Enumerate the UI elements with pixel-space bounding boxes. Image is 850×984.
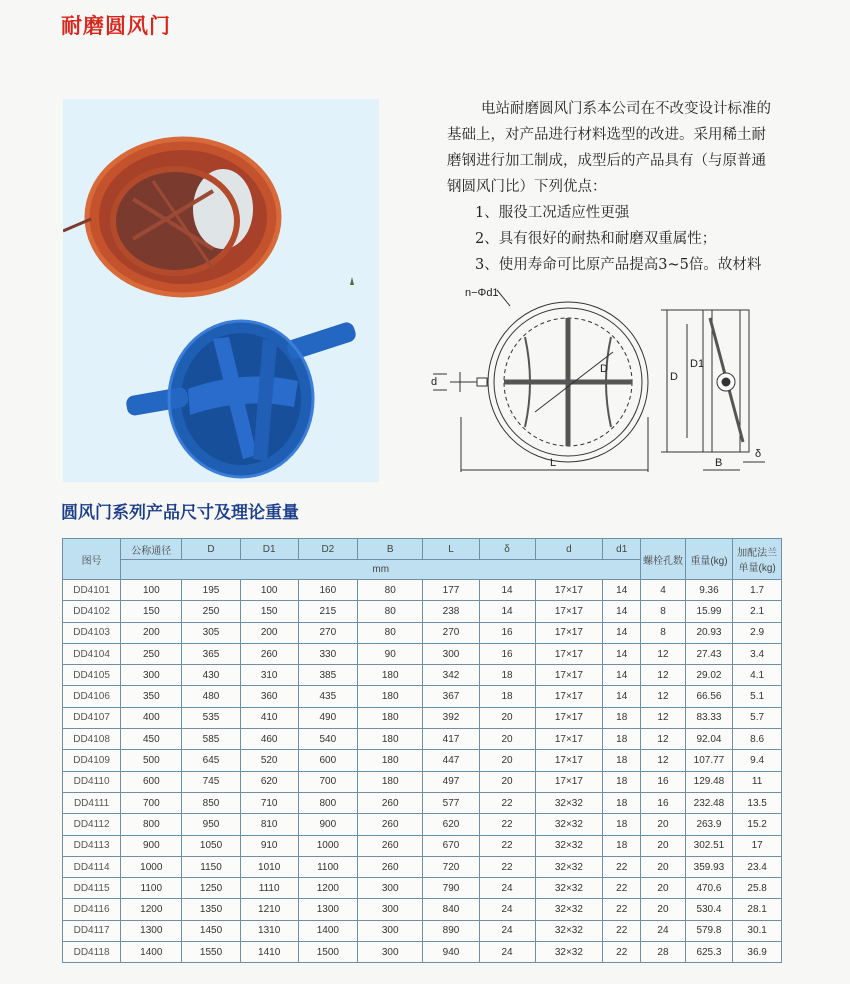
table-cell: 8 [641, 601, 685, 622]
table-cell: 32×32 [535, 899, 603, 920]
table-cell: 17 [733, 835, 782, 856]
table-cell: 1000 [121, 856, 182, 877]
table-cell: 365 [182, 643, 240, 664]
table-cell: 238 [423, 601, 479, 622]
table-cell: 300 [357, 878, 423, 899]
table-cell: 270 [298, 622, 357, 643]
table-cell: 32×32 [535, 920, 603, 941]
table-header-row [63, 539, 782, 560]
intro-text [447, 96, 777, 278]
table-cell: 700 [121, 792, 182, 813]
table-cell: 585 [182, 729, 240, 750]
table-row [63, 920, 782, 941]
table-cell: 18 [479, 686, 535, 707]
table-cell: DD4107 [63, 707, 121, 728]
table-cell: 12 [641, 750, 685, 771]
table-cell: 260 [357, 856, 423, 877]
table-cell: 180 [357, 686, 423, 707]
header-D1: D1 [240, 539, 298, 560]
table-cell: 23.4 [733, 856, 782, 877]
table-cell: 260 [240, 643, 298, 664]
table-cell: 29.02 [685, 665, 733, 686]
table-cell: 14 [603, 665, 641, 686]
header-D2: D2 [298, 539, 357, 560]
table-cell: 22 [479, 856, 535, 877]
table-cell: 342 [423, 665, 479, 686]
table-cell: 300 [357, 899, 423, 920]
table-cell: 1250 [182, 878, 240, 899]
table-cell: 950 [182, 814, 240, 835]
table-cell: 20.93 [685, 622, 733, 643]
table-cell: 180 [357, 771, 423, 792]
label-d-inner: D [600, 363, 608, 375]
table-cell: 22 [603, 942, 641, 963]
table-cell: 14 [603, 580, 641, 601]
table-cell: 12 [641, 707, 685, 728]
table-cell: 450 [121, 729, 182, 750]
table-row [63, 707, 782, 728]
table-cell: 22 [603, 878, 641, 899]
table-cell: 232.48 [685, 792, 733, 813]
table-cell: DD4101 [63, 580, 121, 601]
table-cell: 32×32 [535, 942, 603, 963]
table-cell: 20 [641, 814, 685, 835]
table-cell: 1110 [240, 878, 298, 899]
table-row [63, 792, 782, 813]
table-row [63, 686, 782, 707]
table-cell: 1410 [240, 942, 298, 963]
table-cell: 22 [479, 835, 535, 856]
table-cell: 177 [423, 580, 479, 601]
table-cell: 18 [603, 750, 641, 771]
table-cell: 840 [423, 899, 479, 920]
table-cell: 80 [357, 601, 423, 622]
table-cell: 310 [240, 665, 298, 686]
table-row [63, 942, 782, 963]
table-cell: 180 [357, 707, 423, 728]
table-cell: 260 [357, 814, 423, 835]
table-cell: 32×32 [535, 835, 603, 856]
table-cell: 890 [423, 920, 479, 941]
table-cell: DD4105 [63, 665, 121, 686]
table-cell: 195 [182, 580, 240, 601]
table-cell: 100 [240, 580, 298, 601]
table-cell: 83.33 [685, 707, 733, 728]
table-cell: 302.51 [685, 835, 733, 856]
table-cell: 32×32 [535, 814, 603, 835]
table-cell: 790 [423, 878, 479, 899]
label-D: D [670, 371, 678, 383]
table-cell: 800 [298, 792, 357, 813]
table-cell: 1100 [121, 878, 182, 899]
table-cell: 1210 [240, 899, 298, 920]
table-cell: 18 [603, 792, 641, 813]
table-cell: 24 [479, 920, 535, 941]
table-cell: 200 [240, 622, 298, 643]
header-weight: 重量(kg) [685, 539, 733, 580]
table-cell: 447 [423, 750, 479, 771]
table-cell: 8 [641, 622, 685, 643]
page-title: 耐磨圆风门 [61, 14, 171, 38]
table-cell: DD4116 [63, 899, 121, 920]
header-delta: δ [479, 539, 535, 560]
table-cell: 18 [603, 707, 641, 728]
table-cell: 18 [603, 729, 641, 750]
header-L: L [423, 539, 479, 560]
table-cell: 14 [603, 601, 641, 622]
table-cell: 150 [240, 601, 298, 622]
intro-point-1: 1、服役工况适应性更强 [475, 205, 630, 221]
table-cell: 16 [479, 643, 535, 664]
table-cell: 1200 [121, 899, 182, 920]
table-row [63, 856, 782, 877]
product-photo [63, 99, 379, 482]
table-cell: DD4112 [63, 814, 121, 835]
table-cell: 500 [121, 750, 182, 771]
table-row [63, 878, 782, 899]
table-cell: 30.1 [733, 920, 782, 941]
table-cell: DD4108 [63, 729, 121, 750]
table-cell: 1300 [121, 920, 182, 941]
table-cell: 330 [298, 643, 357, 664]
table-cell: 17×17 [535, 750, 603, 771]
blue-damper-image [125, 320, 358, 477]
table-cell: 1150 [182, 856, 240, 877]
table-cell: 36.9 [733, 942, 782, 963]
table-cell: 17×17 [535, 643, 603, 664]
table-cell: 180 [357, 665, 423, 686]
table-cell: 20 [479, 750, 535, 771]
table-cell: 260 [357, 835, 423, 856]
table-cell: 12 [641, 665, 685, 686]
table-cell: 100 [121, 580, 182, 601]
table-row [63, 814, 782, 835]
table-cell: 490 [298, 707, 357, 728]
table-cell: 1450 [182, 920, 240, 941]
table-cell: 900 [298, 814, 357, 835]
table-cell: 410 [240, 707, 298, 728]
table-cell: DD4113 [63, 835, 121, 856]
table-cell: 710 [240, 792, 298, 813]
table-cell: 1310 [240, 920, 298, 941]
table-cell: 263.9 [685, 814, 733, 835]
table-cell: 417 [423, 729, 479, 750]
table-cell: 20 [641, 856, 685, 877]
table-cell: 18 [479, 665, 535, 686]
table-cell: 17×17 [535, 707, 603, 728]
table-cell: 360 [240, 686, 298, 707]
table-cell: 22 [603, 920, 641, 941]
table-cell: 1400 [298, 920, 357, 941]
table-title: 圆风门系列产品尺寸及理论重量 [61, 503, 299, 523]
table-cell: 12 [641, 643, 685, 664]
table-cell: 300 [357, 942, 423, 963]
table-body [63, 580, 782, 963]
table-cell: 460 [240, 729, 298, 750]
table-cell: 810 [240, 814, 298, 835]
table-row [63, 622, 782, 643]
table-cell: 129.48 [685, 771, 733, 792]
table-cell: 645 [182, 750, 240, 771]
table-cell: 250 [182, 601, 240, 622]
table-cell: DD4114 [63, 856, 121, 877]
header-flange-weight: 加配法兰单量(kg) [733, 539, 782, 580]
table-cell: 15.99 [685, 601, 733, 622]
table-cell: 300 [121, 665, 182, 686]
table-row [63, 750, 782, 771]
table-cell: 24 [479, 942, 535, 963]
label-delta: δ [755, 448, 762, 460]
table-cell: 4.1 [733, 665, 782, 686]
table-cell: 535 [182, 707, 240, 728]
table-cell: 350 [121, 686, 182, 707]
table-cell: 1300 [298, 899, 357, 920]
table-cell: 700 [298, 771, 357, 792]
table-row [63, 771, 782, 792]
table-cell: 910 [240, 835, 298, 856]
table-cell: 92.04 [685, 729, 733, 750]
table-cell: 215 [298, 601, 357, 622]
table-cell: 18 [603, 814, 641, 835]
table-cell: 13.5 [733, 792, 782, 813]
table-cell: DD4104 [63, 643, 121, 664]
table-cell: 577 [423, 792, 479, 813]
table-cell: 1000 [298, 835, 357, 856]
table-cell: 107.77 [685, 750, 733, 771]
table-cell: 80 [357, 580, 423, 601]
table-cell: 850 [182, 792, 240, 813]
table-row [63, 665, 782, 686]
header-nominal: 公称通径 [121, 539, 182, 560]
table-cell: 270 [423, 622, 479, 643]
table-cell: 14 [479, 601, 535, 622]
orange-damper-image [63, 139, 279, 295]
table-cell: DD4111 [63, 792, 121, 813]
table-cell: 15.2 [733, 814, 782, 835]
label-B: B [715, 457, 723, 469]
table-row [63, 643, 782, 664]
table-cell: 22 [479, 792, 535, 813]
table-cell: 430 [182, 665, 240, 686]
label-bolt-holes: n−Φd1 [465, 287, 499, 299]
table-cell: 17×17 [535, 729, 603, 750]
table-cell: 1100 [298, 856, 357, 877]
table-cell: 32×32 [535, 792, 603, 813]
table-cell: DD4118 [63, 942, 121, 963]
table-cell: 66.56 [685, 686, 733, 707]
table-cell: 20 [641, 878, 685, 899]
table-cell: 22 [479, 814, 535, 835]
table-cell: 392 [423, 707, 479, 728]
table-cell: DD4102 [63, 601, 121, 622]
table-cell: 600 [121, 771, 182, 792]
table-row [63, 835, 782, 856]
table-cell: 14 [603, 643, 641, 664]
table-cell: 20 [479, 729, 535, 750]
table-cell: 14 [603, 686, 641, 707]
table-cell: DD4115 [63, 878, 121, 899]
table-cell: 25.8 [733, 878, 782, 899]
table-cell: 200 [121, 622, 182, 643]
table-cell: 520 [240, 750, 298, 771]
table-row [63, 729, 782, 750]
table-cell: 1550 [182, 942, 240, 963]
table-cell: 900 [121, 835, 182, 856]
table-cell: 24 [641, 920, 685, 941]
table-row [63, 899, 782, 920]
table-cell: DD4117 [63, 920, 121, 941]
table-cell: 579.8 [685, 920, 733, 941]
table-cell: 32×32 [535, 878, 603, 899]
table-cell: 11 [733, 771, 782, 792]
table-cell: 90 [357, 643, 423, 664]
table-cell: 1400 [121, 942, 182, 963]
table-cell: 435 [298, 686, 357, 707]
table-cell: 32×32 [535, 856, 603, 877]
table-cell: 20 [641, 835, 685, 856]
table-cell: 24 [479, 899, 535, 920]
table-cell: 160 [298, 580, 357, 601]
table-cell: 28 [641, 942, 685, 963]
intro-point-3: 3、使用寿命可比原产品提高3~5倍。故材料 [475, 257, 762, 273]
table-cell: 2.1 [733, 601, 782, 622]
table-cell: 22 [603, 856, 641, 877]
table-cell: 12 [641, 686, 685, 707]
table-cell: 260 [357, 792, 423, 813]
header-B: B [357, 539, 423, 560]
table-cell: 367 [423, 686, 479, 707]
table-cell: 400 [121, 707, 182, 728]
table-cell: 800 [121, 814, 182, 835]
table-cell: 16 [479, 622, 535, 643]
table-cell: 17×17 [535, 771, 603, 792]
table-cell: 12 [641, 729, 685, 750]
table-cell: 17×17 [535, 665, 603, 686]
table-cell: DD4109 [63, 750, 121, 771]
table-cell: DD4106 [63, 686, 121, 707]
table-cell: 625.3 [685, 942, 733, 963]
label-D1: D1 [690, 358, 705, 370]
table-cell: 470.6 [685, 878, 733, 899]
table-cell: 250 [121, 643, 182, 664]
table-row [63, 601, 782, 622]
table-cell: 14 [479, 580, 535, 601]
spec-table [62, 538, 782, 963]
table-cell: 305 [182, 622, 240, 643]
table-cell: 18 [603, 835, 641, 856]
table-cell: 17×17 [535, 622, 603, 643]
table-cell: 28.1 [733, 899, 782, 920]
table-row [63, 580, 782, 601]
table-cell: 3.4 [733, 643, 782, 664]
table-cell: 600 [298, 750, 357, 771]
header-d1: d1 [603, 539, 641, 560]
table-cell: 5.1 [733, 686, 782, 707]
technical-drawing [425, 282, 770, 482]
table-cell: 17×17 [535, 686, 603, 707]
table-cell: DD4110 [63, 771, 121, 792]
table-cell: 17×17 [535, 601, 603, 622]
table-cell: 27.43 [685, 643, 733, 664]
table-cell: 385 [298, 665, 357, 686]
table-cell: 14 [603, 622, 641, 643]
table-cell: 670 [423, 835, 479, 856]
table-cell: 540 [298, 729, 357, 750]
table-cell: 22 [603, 899, 641, 920]
header-bolt-count: 螺栓孔数 [641, 539, 685, 580]
table-cell: 300 [423, 643, 479, 664]
table-cell: 18 [603, 771, 641, 792]
table-cell: 9.4 [733, 750, 782, 771]
table-cell: 620 [423, 814, 479, 835]
table-cell: 480 [182, 686, 240, 707]
table-cell: 1010 [240, 856, 298, 877]
table-cell: 300 [357, 920, 423, 941]
table-cell: 940 [423, 942, 479, 963]
intro-point-2: 2、具有很好的耐热和耐磨双重属性； [475, 231, 717, 247]
table-cell: 8.6 [733, 729, 782, 750]
table-cell: 16 [641, 771, 685, 792]
table-cell: 620 [240, 771, 298, 792]
label-d: d [431, 376, 438, 388]
table-cell: 1200 [298, 878, 357, 899]
table-cell: 745 [182, 771, 240, 792]
table-cell: 1050 [182, 835, 240, 856]
header-D: D [182, 539, 240, 560]
table-cell: 2.9 [733, 622, 782, 643]
table-cell: 720 [423, 856, 479, 877]
table-cell: 20 [479, 707, 535, 728]
table-cell: 359.93 [685, 856, 733, 877]
table-cell: 9.36 [685, 580, 733, 601]
header-d: d [535, 539, 603, 560]
table-cell: 1.7 [733, 580, 782, 601]
table-cell: 1350 [182, 899, 240, 920]
table-cell: 150 [121, 601, 182, 622]
table-cell: 1500 [298, 942, 357, 963]
table-cell: 80 [357, 622, 423, 643]
table-cell: 4 [641, 580, 685, 601]
table-cell: 180 [357, 750, 423, 771]
table-cell: 20 [479, 771, 535, 792]
header-unit: mm [121, 560, 641, 580]
label-L: L [550, 457, 557, 469]
table-cell: 20 [641, 899, 685, 920]
table-cell: 16 [641, 792, 685, 813]
table-cell: 24 [479, 878, 535, 899]
intro-paragraph: 电站耐磨圆风门系本公司在不改变设计标准的基础上，对产品进行材料选型的改进。采用稀土耐磨钢进行加工制成，成型后的产品具有（与原普通钢圆风门比）下列优点： [447, 101, 771, 195]
header-drawing-no: 图号 [63, 539, 121, 580]
table-cell: 5.7 [733, 707, 782, 728]
table-cell: 497 [423, 771, 479, 792]
table-cell: DD4103 [63, 622, 121, 643]
table-cell: 180 [357, 729, 423, 750]
table-cell: 17×17 [535, 580, 603, 601]
table-cell: 530.4 [685, 899, 733, 920]
